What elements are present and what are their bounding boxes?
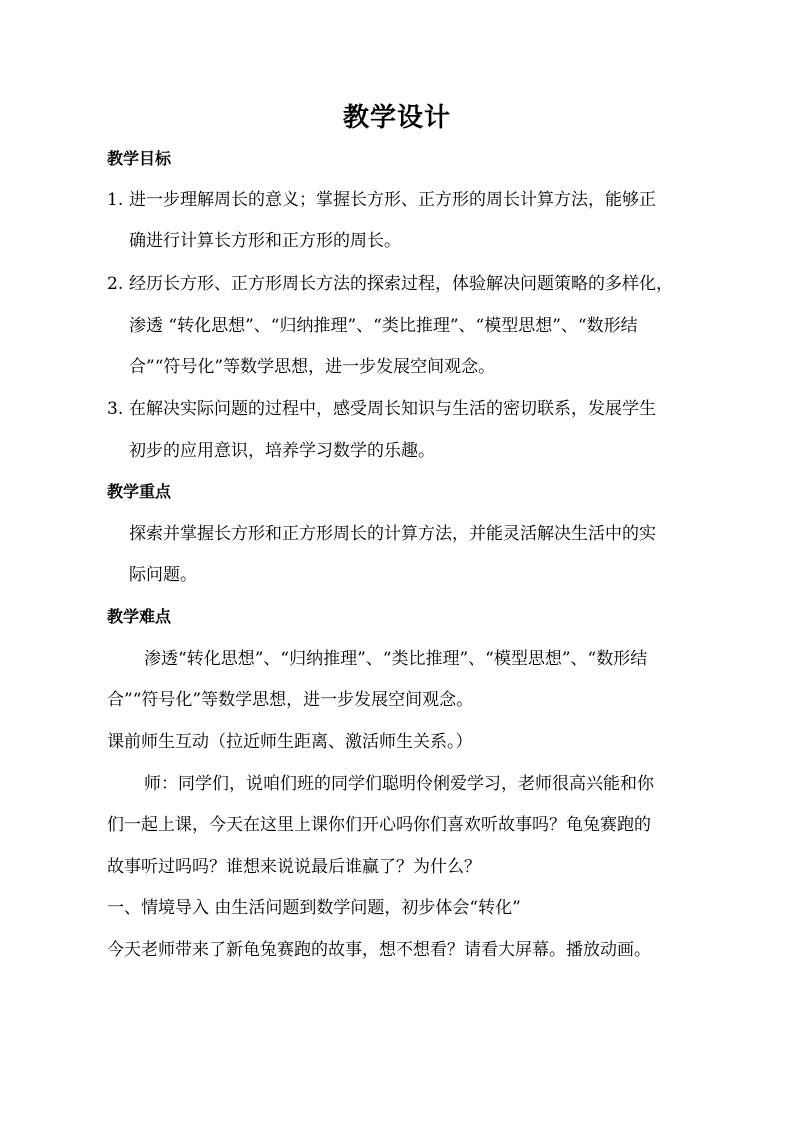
section-1-line-1: 今天老师带来了新龟兔赛跑的故事，想不想看？请看大屏幕。播放动画。 [107,940,651,960]
difficulties-line-2: 合”“符号化”等数学思想，进一步发展空间观念。 [107,690,474,710]
document-title: 教学设计 [342,103,451,133]
objective-item-3-number: 3. [107,399,124,419]
objective-item-2-text-line-3: 合”“符号化”等数学思想，进一步发展空间观念。 [129,357,496,377]
objective-item-2-text-line-1: 经历长方形、正方形周长方法的探索过程，体验解决问题策略的多样化， [129,274,673,294]
key-points-line-1: 探索并掌握长方形和正方形周长的计算方法，并能灵活解决生活中的实 [129,524,656,544]
objective-item-1-text-line-1: 进一步理解周长的意义；掌握长方形、正方形的周长计算方法，能够正 [129,190,656,210]
objective-item-3-text-line-1: 在解决实际问题的过程中，感受周长知识与生活的密切联系，发展学生 [129,399,656,419]
objective-item-3-line-1 [107,398,656,420]
objective-item-2-number: 2. [107,274,124,294]
pre-class-heading: 课前师生互动（拉近师生距离、激活师生关系。） [107,732,473,752]
pre-class-line-3: 故事听过吗吗？谁想来说说最后谁赢了？为什么？ [107,857,481,877]
objective-item-1-text-line-2: 确进行计算长方形和正方形的周长。 [129,231,401,251]
objective-item-2-line-1 [107,273,673,295]
objective-item-1-number: 1. [107,190,124,210]
key-points-line-2: 际问题。 [129,565,197,585]
objectives-heading: 教学目标 [107,149,172,168]
section-1-heading: 一、情境导入 由生活问题到数学问题，初步体会“转化” [107,898,521,918]
objective-item-2-text-line-2: 渗透 “转化思想”、“归纳推理”、“类比推理”、“模型思想”、“数形结 [129,316,638,336]
key-points-heading: 教学重点 [107,482,172,501]
objective-item-1-line-1 [107,189,656,211]
objective-item-3-text-line-2: 初步的应用意识，培养学习数学的乐趣。 [129,441,435,461]
pre-class-line-2: 们一起上课，今天在这里上课你们开心吗你们喜欢听故事吗？龟兔赛跑的 [107,815,651,835]
pre-class-line-1: 师：同学们，说咱们班的同学们聪明伶俐爱学习，老师很高兴能和你 [144,774,654,794]
difficulties-heading: 教学难点 [107,607,172,626]
difficulties-line-1: 渗透“转化思想”、“归纳推理”、“类比推理”、“模型思想”、“数形结 [144,649,648,669]
